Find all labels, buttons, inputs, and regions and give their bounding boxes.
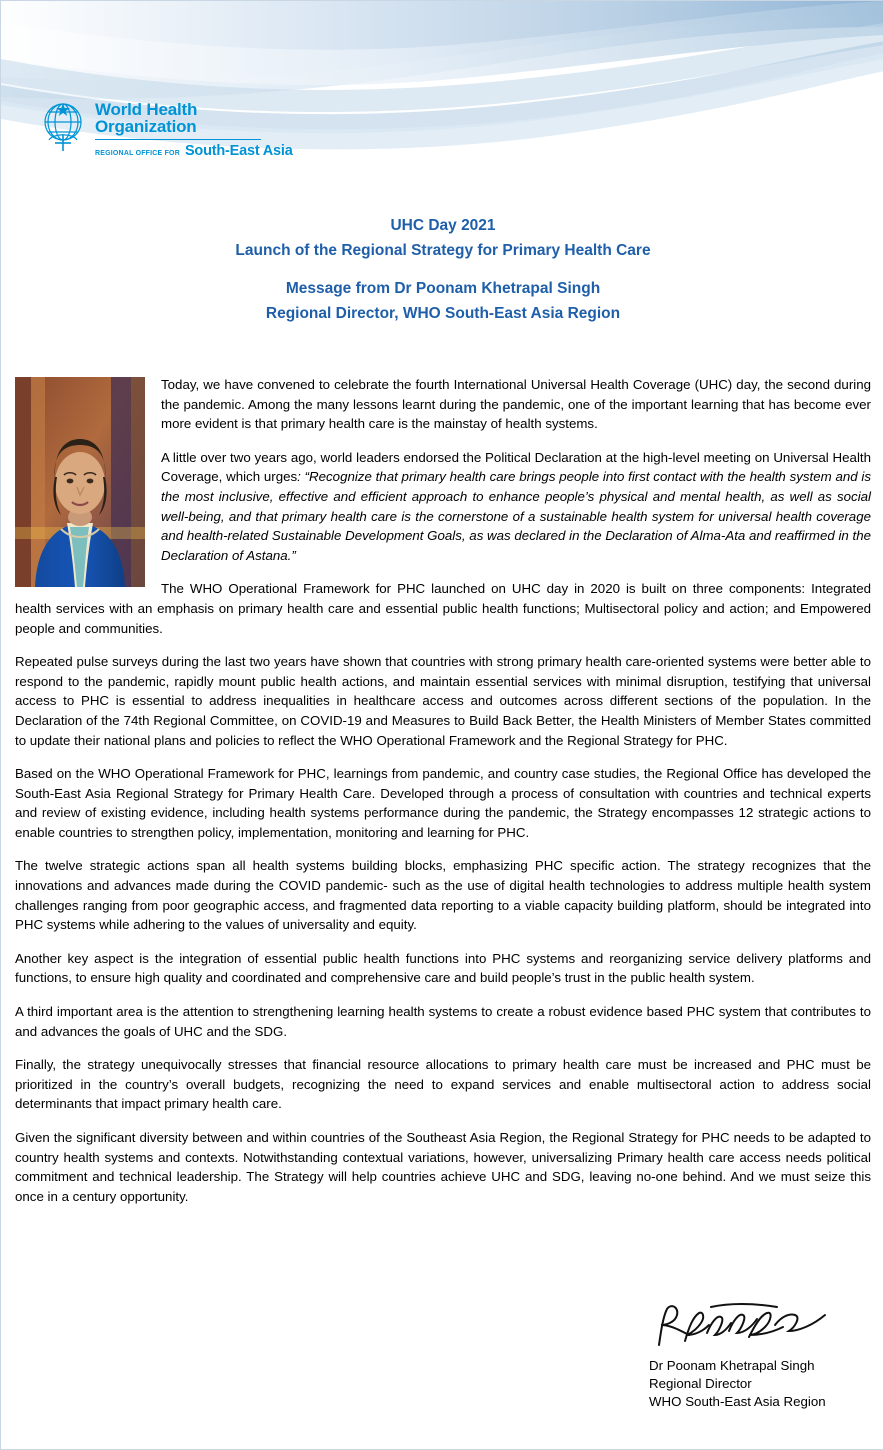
- title-event: UHC Day 2021: [390, 217, 496, 234]
- paragraph-4: Repeated pulse surveys during the last two years have shown that countries with strong primary health care-oriented systems were better able to respond to the pandemic, rapidly mount public health actions, and maintain essential services with minimal disruption, testifying that universal access to PHC is essential to address inequalities in healthcare access and outcomes across different sections of the population. In the Declaration of the 74th Regional Committee, on COVID-19 and Measures to Build Back Better, the Health Ministers of Member States committed to update their national plans and policies to reflect the WHO Operational Framework and the Regional Strategy for PHC.: [15, 654, 871, 748]
- title-spacer: [1, 263, 884, 276]
- signature-role: Regional Director: [649, 1376, 752, 1391]
- logo-regional-prefix: REGIONAL OFFICE FOR: [95, 150, 180, 157]
- paragraph-8: A third important area is the attention to strengthening learning health systems to create a robust evidence based PHC system that contributes to and advances the goals of UHC and the SDG.: [15, 1004, 871, 1039]
- logo-title-line-2: Organization: [95, 117, 197, 136]
- signature-block: [649, 1301, 884, 1411]
- who-logo: [37, 97, 293, 159]
- paragraph-2-quote: : “Recognize that primary health care brings people into first contact with the health system and is the most inclusive, effective and efficient approach to enhance people’s physical and mental health, as well as social well-being, and that primary health care is the cornerstone of a sustainable health system for universal health coverage and health-related Sustainable Development Goals, as was declared in the Declaration of Alma-Ata and reaffirmed in the Declaration of Astana.”: [161, 469, 872, 563]
- title-message-from: Message from Dr Poonam Khetrapal Singh: [285, 280, 601, 297]
- paragraph-9: Finally, the strategy unequivocally stresses that financial resource allocations to primary health care must be increased and PHC must be prioritized in the country’s overall budgets, recognizing the need to expand services and enable multisectoral action to address social determinants that impact primary health care.: [15, 1057, 871, 1112]
- signature-name: Dr Poonam Khetrapal Singh: [649, 1358, 815, 1373]
- logo-region-name: South-East Asia: [184, 143, 293, 159]
- paragraph-2-lead: A little over two years ago, world leaders endorsed the Political Declaration at the high-level meeting on Universal Health Coverage, which urges: [161, 449, 871, 485]
- title-subject: Launch of the Regional Strategy for Primary Health Care: [235, 242, 651, 259]
- portrait-photo: [15, 377, 145, 587]
- paragraph-10: Given the significant diversity between and within countries of the Southeast Asia Region, the Regional Strategy for PHC needs to be adapted to country health systems and contexts. Notwithstanding contextual variations, however, universalizing Primary health care access needs political commitment and technical leadership. The Strategy will help countries achieve UHC and SDG, leaving no-one behind. And we must seize this once in a century opportunity.: [15, 1130, 871, 1204]
- document-title-block: [1, 213, 884, 326]
- paragraph-5: Based on the WHO Operational Framework for PHC, learnings from pandemic, and country case studies, the Regional Office has developed the South-East Asia Regional Strategy for Primary Health Care. Developed through a process of consultation with countries and technical experts and review of existing evidence, including health systems performance during the pandemic, the Strategy encompasses 12 strategic actions to enable countries to strengthen policy, implementation, monitoring and learning for PHC.: [15, 766, 871, 840]
- logo-title-line-1: World Health: [95, 100, 198, 119]
- paragraph-1: Today, we have convened to celebrate the fourth International Universal Health Coverage (UHC) day, the second during the pandemic. Among the many lessons learnt during the pandemic, one of the important learning that has become ever more evident is that primary health care is the mainstay of health systems.: [161, 377, 871, 432]
- logo-divider: [95, 139, 261, 140]
- paragraph-7: Another key aspect is the integration of essential public health functions into PHC systems and reorganizing service delivery platforms and functions, to ensure high quality and coordinated and comprehensive care and build people’s trust in the public health system.: [15, 950, 871, 986]
- handwritten-signature-icon: [649, 1301, 884, 1355]
- signature-office: WHO South-East Asia Region: [649, 1394, 826, 1409]
- paragraph-3: The WHO Operational Framework for PHC launched on UHC day in 2020 is built on three components: Integrated health services with an emphasis on primary health care and essential public health functions; Multisectoral policy and action; and Empowered people and communities.: [15, 581, 871, 636]
- paragraph-6: The twelve strategic actions span all health systems building blocks, emphasizing PHC specific action. The strategy recognizes that the innovations and advances made during the COVID pandemic- such as the use of digital health technologies to address multiple health system challenges ranging from poor geographic access, and fragmented data reporting to a viable capacity building platform, should be integrated into PHC systems while adhering to the values of universality and equity.: [15, 858, 871, 933]
- document-body: [15, 375, 871, 1220]
- who-emblem-icon: [37, 97, 89, 155]
- title-role: Regional Director, WHO South-East Asia Region: [265, 305, 621, 322]
